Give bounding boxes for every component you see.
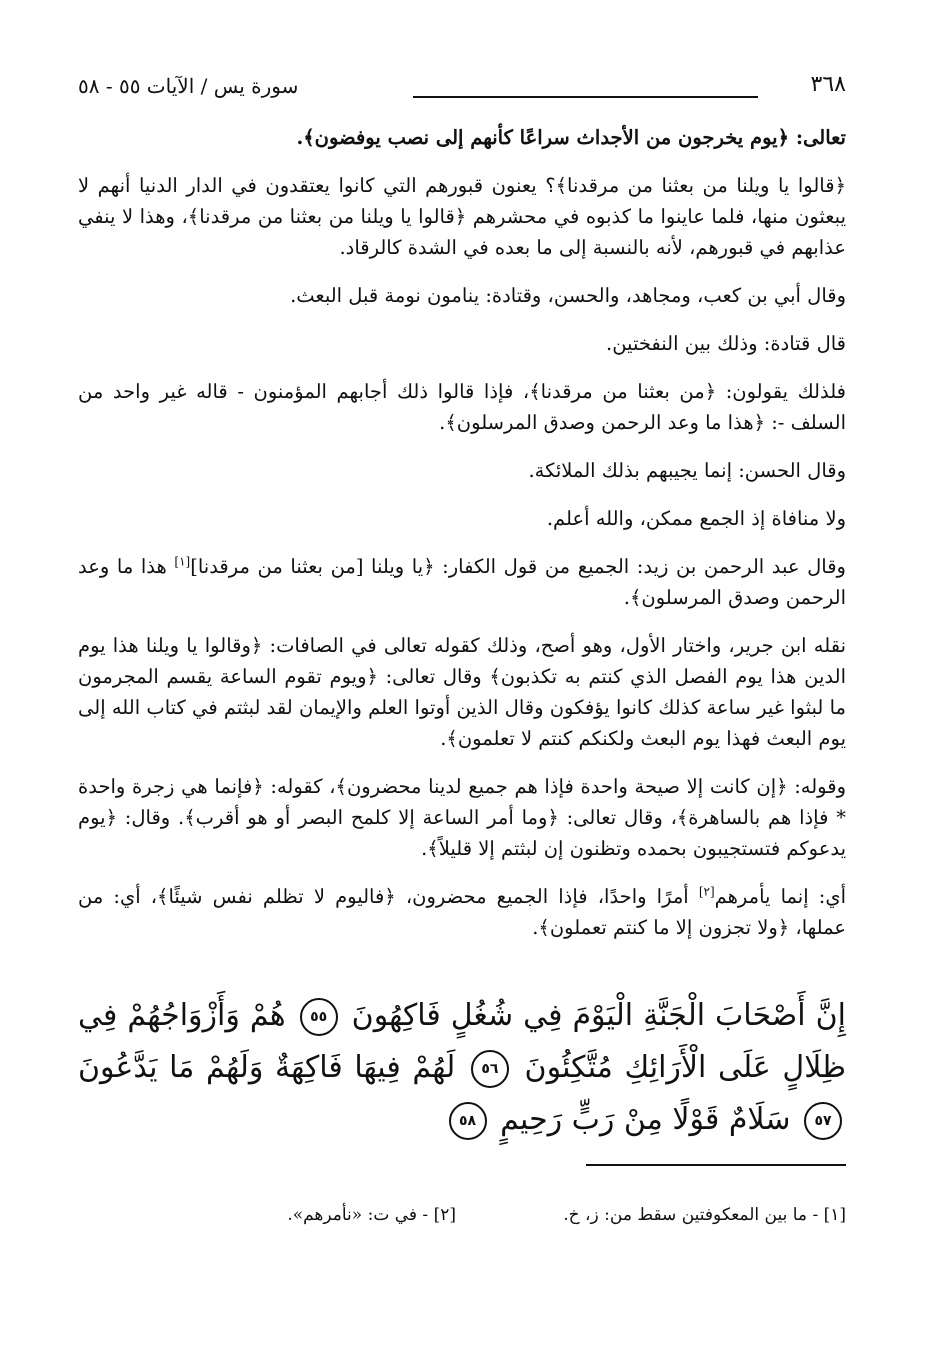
ayah-marker-56: ٥٦	[471, 1050, 509, 1088]
paragraph-4: قال قتادة: وذلك بين النفختين.	[606, 332, 846, 355]
paragraph-8: وقال عبد الرحمن بن زيد: الجميع من قول الكفار: ﴿يا ويلنا [من بعثنا من مرقدنا][١] هذا ما وعد الرحمن وصدق المرسلون﴾.	[78, 554, 846, 609]
paragraph-6: وقال الحسن: إنما يجيبهم بذلك الملائكة.	[528, 459, 846, 482]
paragraph-1: تعالى: ﴿يوم يخرجون من الأجداث سراعًا كأنهم إلى نصب يوفضون﴾.	[296, 126, 846, 149]
paragraph-9: نقله ابن جرير، واختار الأول، وهو أصح، وذلك كقوله تعالى في الصافات: ﴿وقالوا يا ويلنا هذا يوم الدين هذا يوم الفصل الذي كنتم به تكذبون﴾ وقال تعالى: ﴿ويوم تقوم الساعة يقسم المجرمون ما لبثوا غير ساعة كذلك كانوا يؤفكون وقال الذين أوتوا العلم والإيمان لقد لبثتم في كتاب الله إلى يوم البعث فهذا يوم البعث ولكنكم كنتم لا تعلمون﴾.	[78, 634, 846, 750]
footnote-ref-2: [٢]	[698, 884, 715, 899]
header-rule	[413, 96, 758, 98]
verse-55: إِنَّ أَصْحَابَ الْجَنَّةِ الْيَوْمَ فِي شُغُلٍ فَاكِهُونَ	[351, 998, 846, 1033]
ayah-marker-55: ٥٥	[300, 998, 338, 1036]
paragraph-7: ولا منافاة إذ الجمع ممكن، والله أعلم.	[546, 507, 846, 530]
paragraph-3: وقال أبي بن كعب، ومجاهد، والحسن، وقتادة: ينامون نومة قبل البعث.	[290, 284, 846, 307]
quran-verses	[78, 990, 846, 1146]
footnote-rule	[586, 1164, 846, 1166]
paragraph-11: أي: إنما يأمرهم[٢] أمرًا واحدًا، فإذا الجميع محضرون، ﴿فاليوم لا تظلم نفس شيئًا﴾، أي: من عملها، ﴿ولا تجزون إلا ما كنتم تعملون﴾.	[78, 884, 846, 939]
footnote-1: [١] - ما بين المعكوفتين سقط من: ز، خ.	[563, 1205, 846, 1225]
footnote-2: [٢] - في ت: «نأمرهم».	[287, 1205, 456, 1225]
verse-56: هُمْ وَأَزْوَاجُهُمْ فِي ظِلَالٍ عَلَى الْأَرَائِكِ مُتَّكِئُونَ	[78, 998, 847, 1085]
page-number: ٣٦٨	[810, 72, 846, 97]
verse-57: لَهُمْ فِيهَا فَاكِهَةٌ وَلَهُمْ مَا يَدَّعُونَ	[78, 1050, 456, 1085]
page-header	[78, 70, 846, 110]
ayah-marker-57: ٥٧	[804, 1102, 842, 1140]
footnote-ref-1: [١]	[174, 554, 191, 569]
paragraph-2: ﴿قالوا يا ويلنا من بعثنا من مرقدنا﴾؟ يعنون قبورهم التي كانوا يعتقدون في الدار الدنيا أنهم لا يبعثون منها، فلما عاينوا ما كذبوه في محشرهم ﴿قالوا يا ويلنا من بعثنا من مرقدنا﴾، وهذا لا ينفي عذابهم في قبورهم، لأنه بالنسبة إلى ما بعده في الشدة كالرقاد.	[78, 174, 846, 259]
paragraph-5: فلذلك يقولون: ﴿من بعثنا من مرقدنا﴾، فإذا قالوا ذلك أجابهم المؤمنون - قاله غير واحد من السلف -: ﴿هذا ما وعد الرحمن وصدق المرسلون﴾.	[78, 380, 846, 434]
commentary-text	[78, 122, 846, 960]
paragraph-10: وقوله: ﴿إن كانت إلا صيحة واحدة فإذا هم جميع لدينا محضرون﴾، كقوله: ﴿فإنما هي زجرة واحدة * فإذا هم بالساهرة﴾، وقال تعالى: ﴿وما أمر الساعة إلا كلمح البصر أو هو أقرب﴾. وقال: ﴿يوم يدعوكم فتستجيبون بحمده وتظنون إن لبثتم إلا قليلاً﴾.	[78, 775, 846, 860]
ayah-marker-58: ٥٨	[449, 1102, 487, 1140]
verse-58: سَلَامٌ قَوْلًا مِنْ رَبٍّ رَحِيمٍ	[500, 1102, 791, 1137]
running-title: سورة يس / الآيات ٥٥ - ٥٨	[78, 74, 299, 98]
